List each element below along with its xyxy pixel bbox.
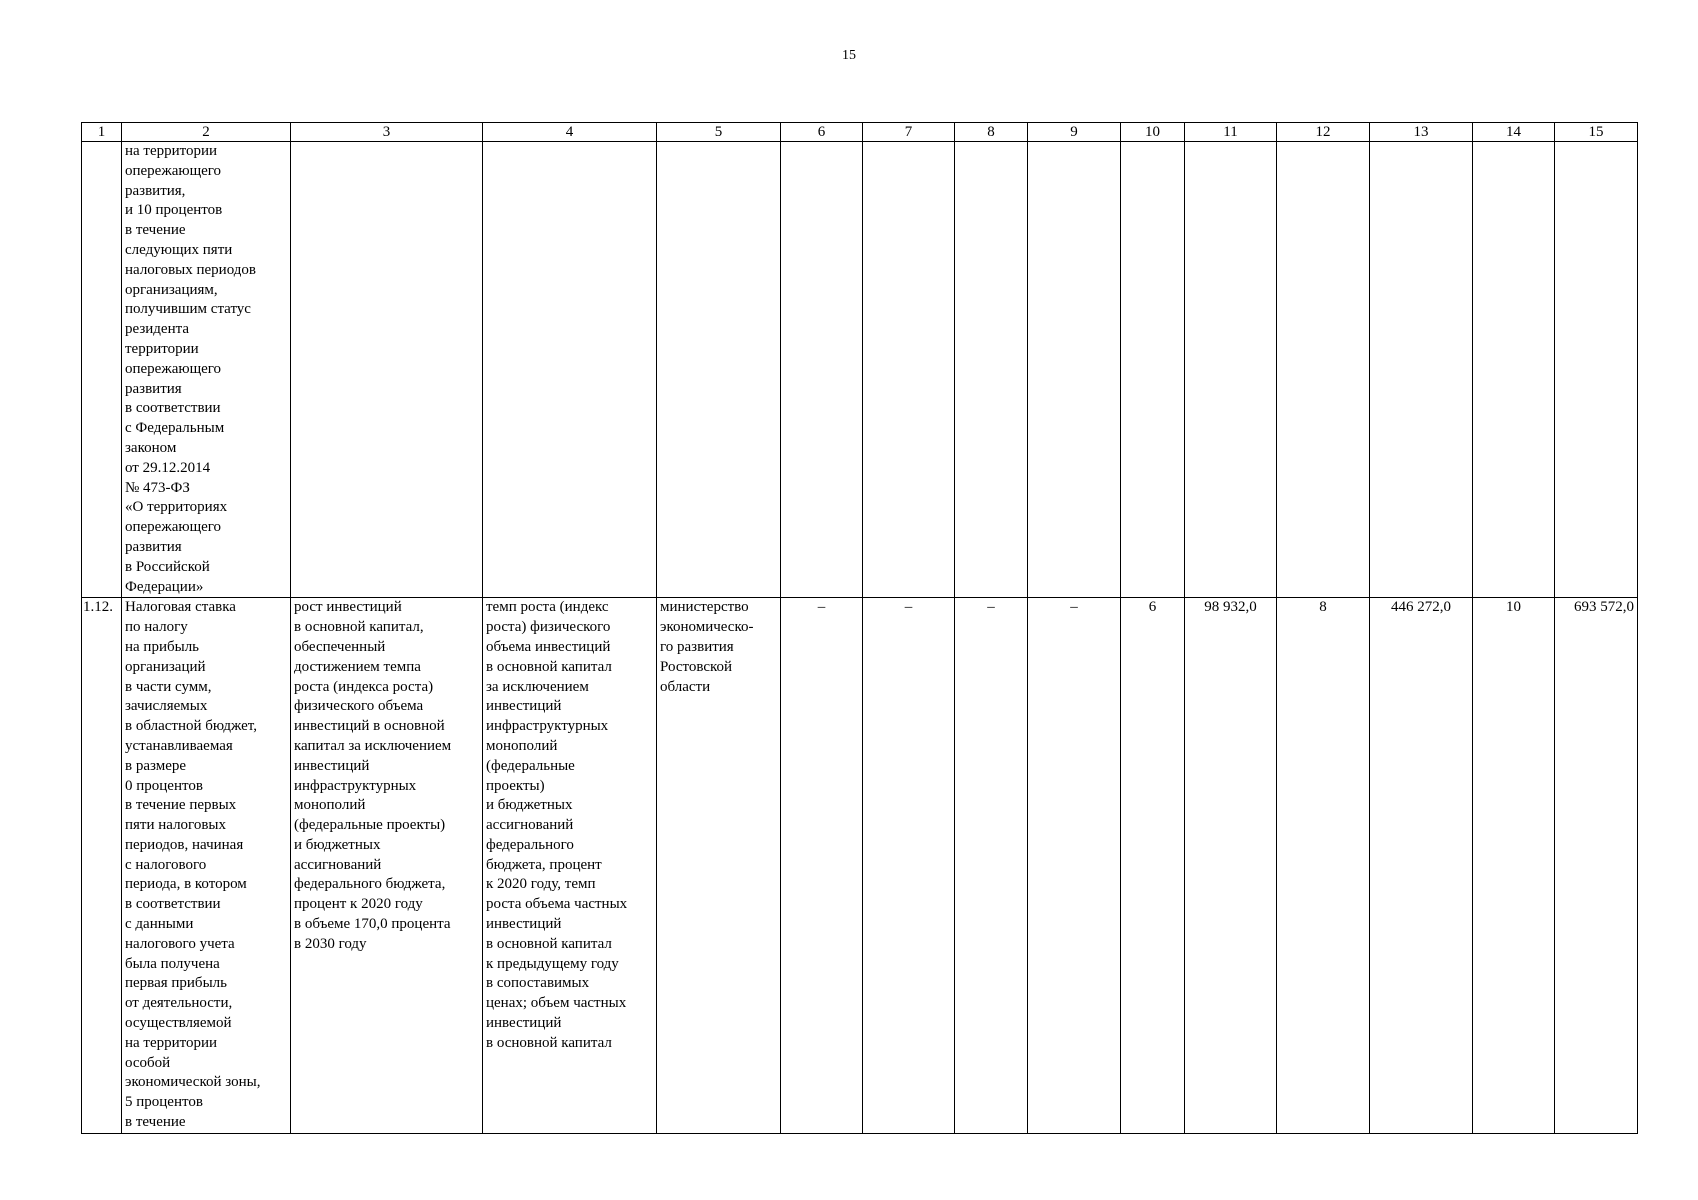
goal-cell [291,142,483,598]
value-cell [863,142,955,598]
column-header: 4 [483,123,657,142]
column-header: 3 [291,123,483,142]
value-cell [1028,142,1121,598]
table-row [82,598,1638,1134]
value-cell: – [781,598,863,1134]
value-cell: 693 572,0 [1555,598,1638,1134]
value-cell: 98 932,0 [1185,598,1277,1134]
goal-cell: рост инвестиций в основной капитал, обеспеченный достижением темпа роста (индекса роста) физического объема инвестиций в основной капитал за исключением инвестиций инфраструктурных монополий (федеральные проекты) и бюджетных ассигнований федерального бюджета, процент к 2020 году в объеме 170,0 процента в 2030 году [291,598,483,1134]
column-header: 9 [1028,123,1121,142]
value-cell: 10 [1473,598,1555,1134]
column-header: 12 [1277,123,1370,142]
indicator-cell: темп роста (индекс роста) физического объема инвестиций в основной капитал за исключением инвестиций инфраструктурных монополий (федеральные проекты) и бюджетных ассигнований федерального бюджета, процент к 2020 году, темп роста объема частных инвестиций в основной капитал к предыдущему году в сопоставимых ценах; объем частных инвестиций в основной капитал [483,598,657,1134]
value-cell: 446 272,0 [1370,598,1473,1134]
value-cell [1555,142,1638,598]
value-cell: – [955,598,1028,1134]
value-cell [955,142,1028,598]
value-cell: – [1028,598,1121,1134]
column-header: 2 [122,123,291,142]
responsible-cell [657,142,781,598]
column-number-row [82,123,1638,142]
value-cell: 6 [1121,598,1185,1134]
measure-description-cell: Налоговая ставка по налогу на прибыль организаций в части сумм, зачисляемых в областной бюджет, устанавливаемая в размере 0 процентов в течение первых пяти налоговых периодов, начиная с налогового периода, в котором в соответствии с данными налогового учета была получена первая прибыль от деятельности, осуществляемой на территории особой экономической зоны, 5 процентов в течение [122,598,291,1134]
value-cell [1185,142,1277,598]
value-cell [1473,142,1555,598]
row-number-cell [82,142,122,598]
value-cell [1277,142,1370,598]
value-cell [1121,142,1185,598]
column-header: 10 [1121,123,1185,142]
page-number: 15 [842,48,856,63]
column-header: 8 [955,123,1028,142]
value-cell: – [863,598,955,1134]
column-header: 13 [1370,123,1473,142]
column-header: 5 [657,123,781,142]
table-row [82,142,1638,598]
column-header: 11 [1185,123,1277,142]
indicator-cell [483,142,657,598]
value-cell: 8 [1277,598,1370,1134]
measure-description-cell: на территории опережающего развития, и 10 процентов в течение следующих пяти налоговых периодов организациям, получившим статус резидента территории опережающего развития в соответствии с Федеральным законом от 29.12.2014 № 473-ФЗ «О территориях опережающего развития в Российской Федерации» [122,142,291,598]
data-table [81,122,1638,1134]
responsible-cell: министерство экономическо- го развития Ростовской области [657,598,781,1134]
row-number-cell: 1.12. [82,598,122,1134]
value-cell [1370,142,1473,598]
column-header: 15 [1555,123,1638,142]
column-header: 1 [82,123,122,142]
column-header: 7 [863,123,955,142]
column-header: 6 [781,123,863,142]
value-cell [781,142,863,598]
column-header: 14 [1473,123,1555,142]
